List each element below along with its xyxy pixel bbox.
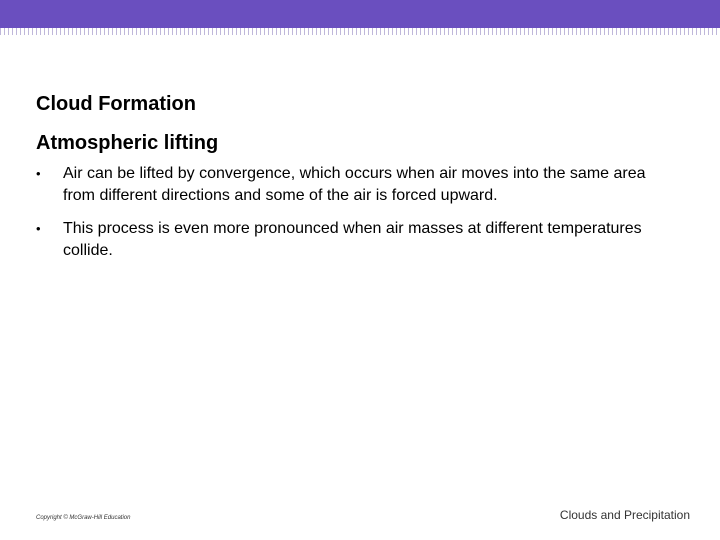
footer-label: Clouds and Precipitation bbox=[559, 508, 690, 522]
copyright-notice: Copyright © McGraw-Hill Education bbox=[36, 515, 131, 521]
bullet-item bbox=[36, 163, 676, 207]
slide-title: Cloud Formation bbox=[36, 93, 196, 115]
header-bar bbox=[0, 0, 720, 28]
bullet-icon: • bbox=[36, 221, 41, 236]
bullet-list bbox=[36, 163, 676, 273]
header-pattern bbox=[0, 28, 720, 38]
slide-subtitle: Atmospheric lifting bbox=[36, 132, 219, 154]
bullet-icon: • bbox=[36, 166, 41, 181]
bullet-item bbox=[36, 218, 676, 262]
bullet-text: This process is even more pronounced when air masses at different temperatures collide. bbox=[63, 220, 642, 259]
bullet-text: Air can be lifted by convergence, which occurs when air moves into the same area from different directions and some of the air is forced upward. bbox=[63, 165, 646, 204]
